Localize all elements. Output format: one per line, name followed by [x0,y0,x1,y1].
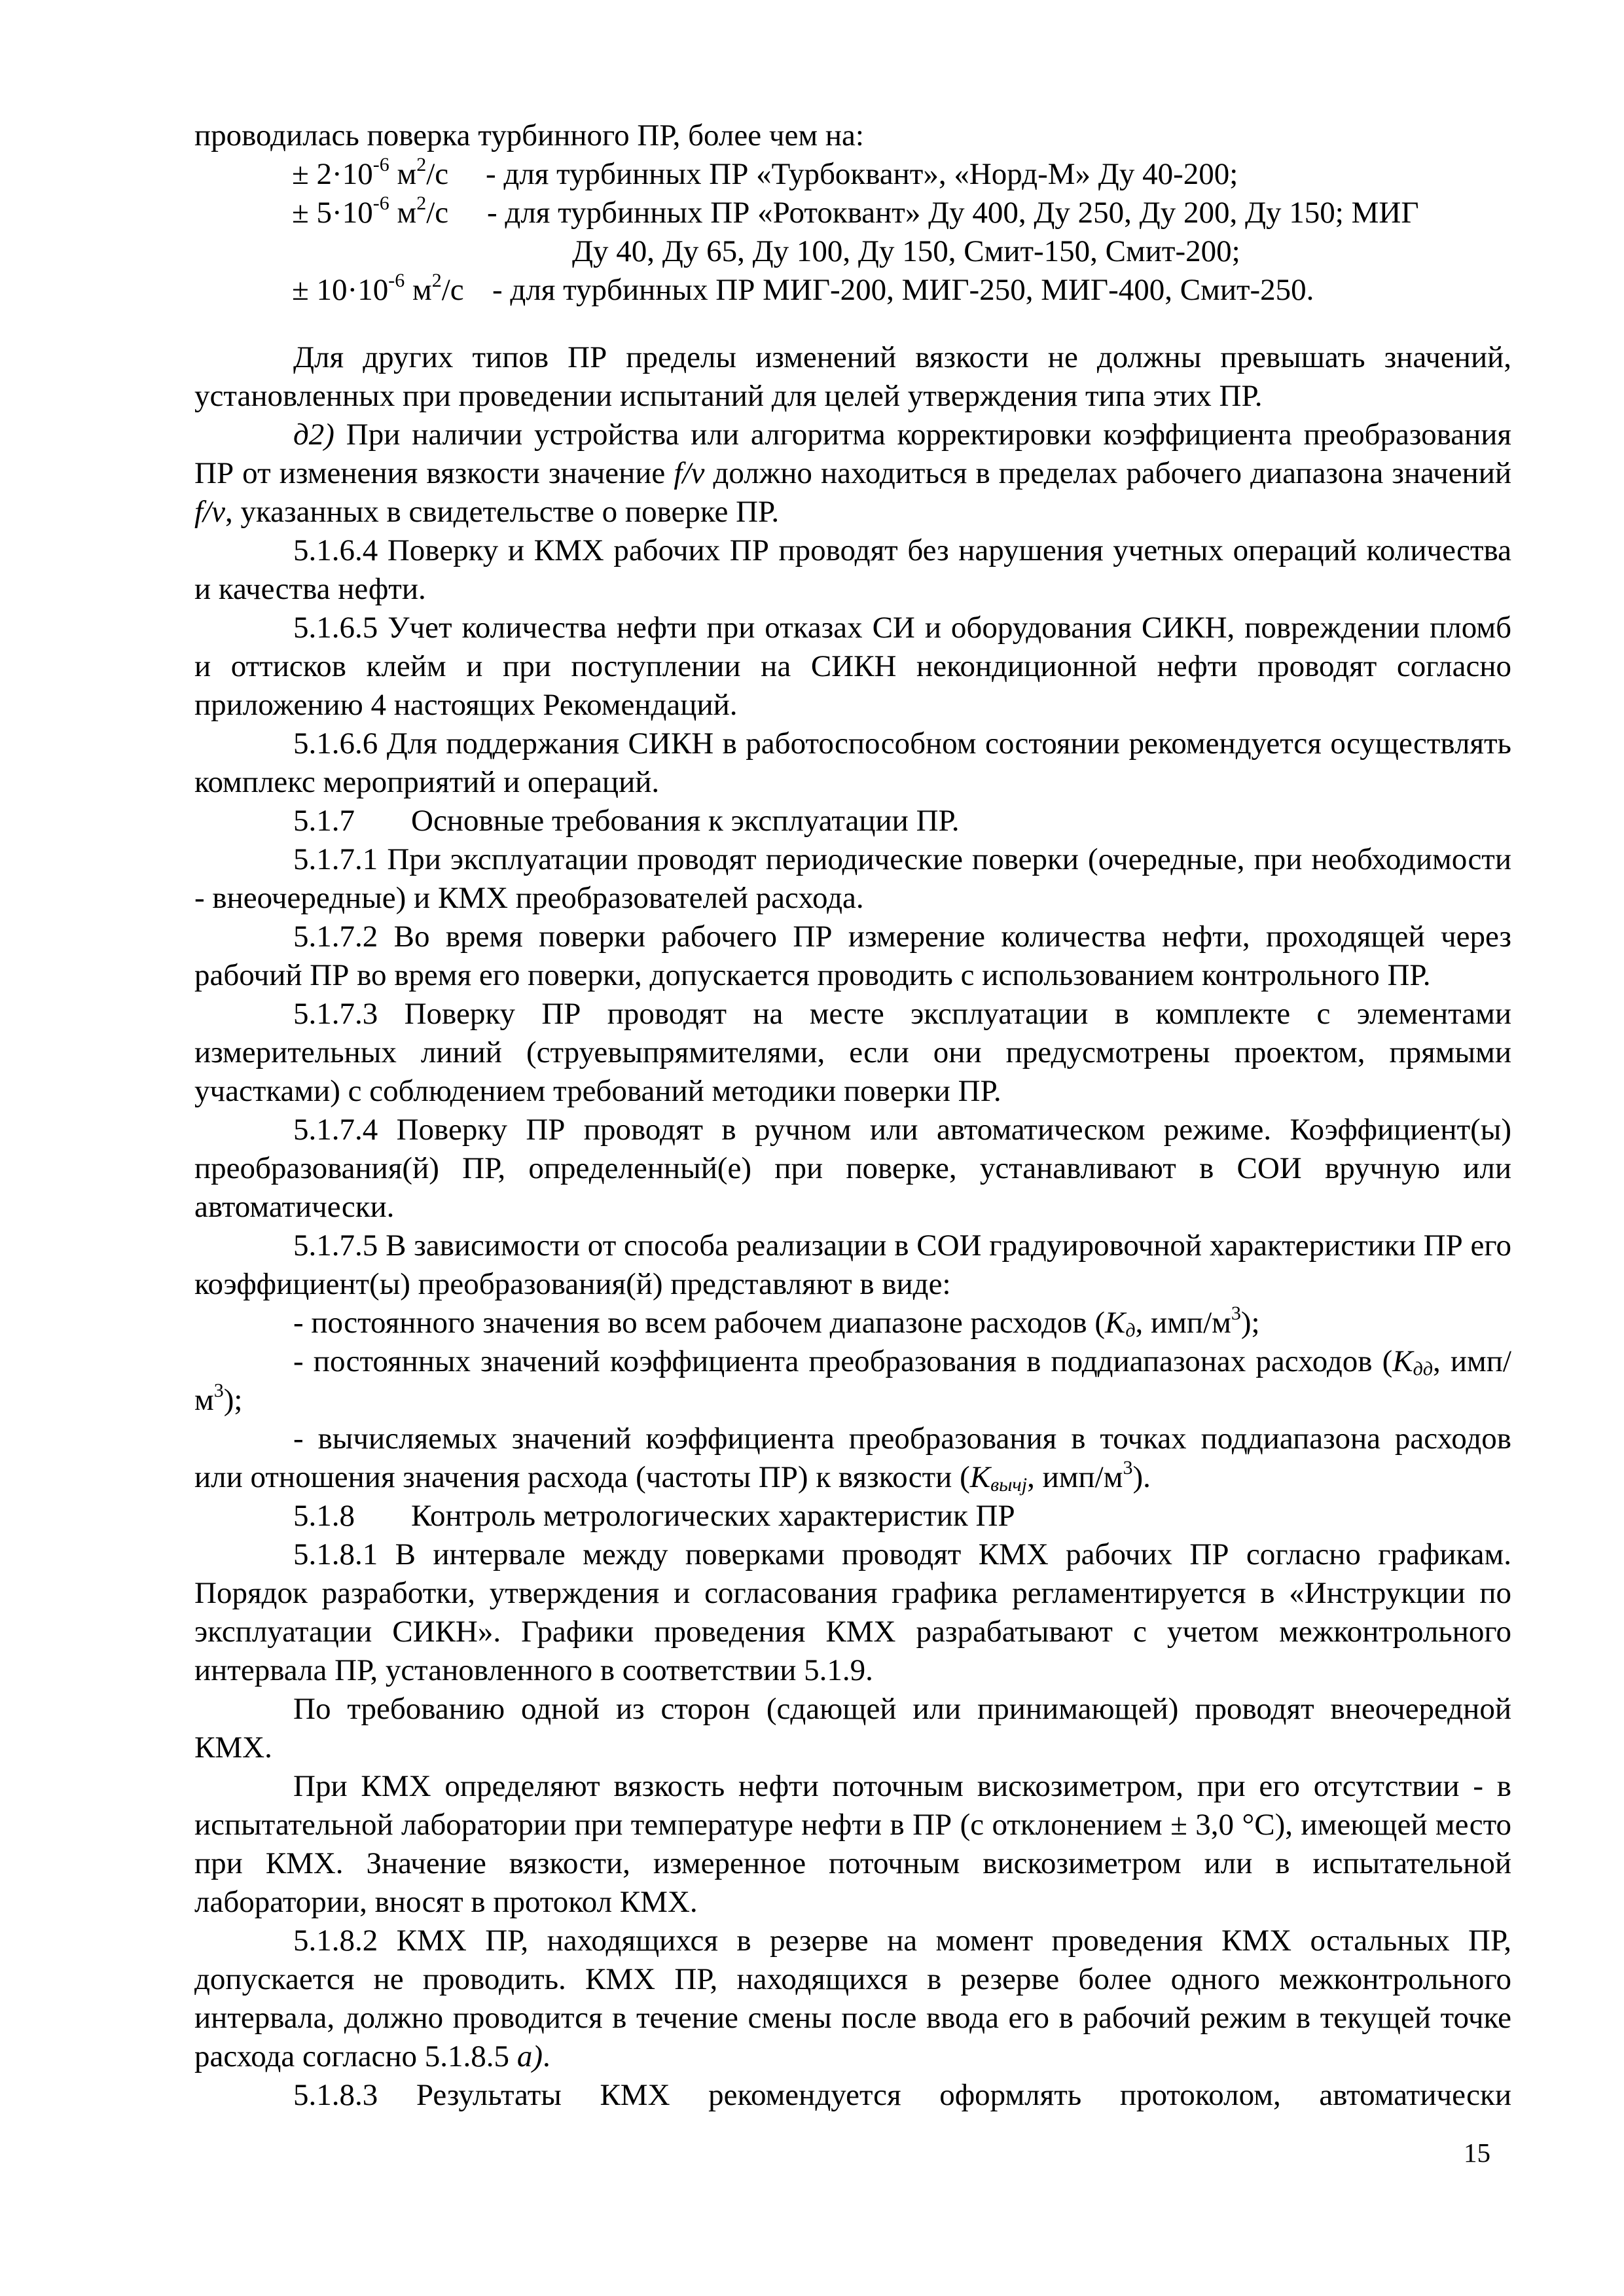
heading-5-1-8: 5.1.8 Контроль метрологических характеристик ПР [293,1499,1015,1533]
form-item-constant: - постоянного значения во всем рабочем диапазоне расходов ($K_д$, имп/$м^3$); [293,1302,1260,1341]
limit-value-3: ± $10\cdot 10^{-6}$ $м^2/с$ [292,270,464,307]
limit-desc-3: - для турбинных ПР МИГ-200, МИГ-250, МИГ-400, Смит-250. [492,273,1314,307]
paragraph-5-1-7-4: 5.1.7.4 Поверку ПР проводят в ручном или автоматическом режиме. Коэффициент(ы) преобразования(й) ПР, определенный(е) при поверке, устанавливают в СОИ вручную или автоматически. [194,1113,1511,1224]
paragraph-5-1-6-6: 5.1.6.6 Для поддержания СИКН в работоспособном состоянии рекомендуется осуществлять комплекс мероприятий и операций. [194,726,1511,799]
paragraph-d2: д2) При наличии устройства или алгоритма корректировки коэффициента преобразования ПР от изменения вязкости значение f/v должно находиться в пределах рабочего диапазона значений f/v, указанных в свидетельстве о поверке ПР. [194,418,1511,529]
limit-value-2: ± $5\cdot 10^{-6}$ $м^2/с$ [292,192,449,230]
limit-item-1 [194,155,1511,194]
paragraph-5-1-7-3: 5.1.7.3 Поверку ПР проводят на месте эксплуатации в комплекте с элементами измерительных линий (струевыпрямителями, если они предусмотрены проектом, прямыми участками) с соблюдением требований методики поверки ПР. [194,997,1511,1108]
limit-value-1: ± $2\cdot 10^{-6}$ $м^2/с$ [292,154,449,191]
form-item-calculated: - вычисляемых значений коэффициента преобразования в точках поддиапазона расходов или отношения значения расхода (частоты ПР) к вязкости ($K_{вычj}$, имп/$м^3$). [194,1422,1511,1496]
paragraph-5-1-7-2: 5.1.7.2 Во время поверки рабочего ПР измерение количества нефти, проходящей через рабочий ПР во время его поверки, допускается проводить с использованием контрольного ПР. [194,920,1511,992]
paragraph-5-1-7-1: 5.1.7.1 При эксплуатации проводят периодические поверки (очередные, при необходимости - внеочередные) и КМХ преобразователей расхода. [194,842,1511,915]
limit-item-2 [194,194,1511,271]
limit-desc-2: - для турбинных ПР «Ротоквант» Ду 400, Ду 250, Ду 200, Ду 150; МИГ Ду 40, Ду 65, Ду 100, Ду 150, Смит-150, Смит-200; [487,196,1419,268]
paragraph-5-1-8-2: 5.1.8.2 КМХ ПР, находящихся в резерве на момент проведения КМХ остальных ПР, допускается не проводить. КМХ ПР, находящихся в резерве более одного межконтрольного интервала, должно проводится в течение смены после ввода его в рабочий режим в текущей точке расхода согласно 5.1.8.5 а). [194,1924,1511,2073]
paragraph-5-1-6-4: 5.1.6.4 Поверку и КМХ рабочих ПР проводят без нарушения учетных операций количества и качества нефти. [194,533,1511,606]
paragraph-5-1-7-5: 5.1.7.5 В зависимости от способа реализации в СОИ градуировочной характеристики ПР его коэффициент(ы) преобразования(й) представляют в виде: [194,1229,1511,1301]
limit-desc-1: - для турбинных ПР «Турбоквант», «Норд-М» Ду 40-200; [486,157,1238,191]
paragraph-other-types: Для других типов ПР пределы изменений вязкости не должны превышать значений, установленных при проведении испытаний для целей утверждения типа этих ПР. [194,340,1511,413]
paragraph-viscosity: При КМХ определяют вязкость нефти поточным вискозиметром, при его отсутствии - в испытательной лаборатории при температуре нефти в ПР (с отклонением ± 3,0 °С), имеющей место при КМХ. Значение вязкости, измеренное поточным вискозиметром или в испытательной лаборатории, вносят в протокол КМХ. [194,1769,1511,1919]
limit-item-3 [194,271,1511,310]
heading-5-1-7: 5.1.7 Основные требования к эксплуатации ПР. [293,804,960,838]
form-item-subranges: - постоянных значений коэффициента преобразования в поддиапазонах расходов ($K_{дд}$, имп/$м^3$); [194,1344,1511,1417]
paragraph-5-1-8-3: 5.1.8.3 Результаты КМХ рекомендуется оформлять протоколом, автоматически [293,2078,1511,2112]
paragraph-5-1-6-5: 5.1.6.5 Учет количества нефти при отказах СИ и оборудования СИКН, повреждении пломб и оттисков клейм и при поступлении на СИКН некондиционной нефти проводят согласно приложению 4 настоящих Рекомендаций. [194,611,1511,722]
intro-line: проводилась поверка турбинного ПР, более чем на: [194,118,864,152]
document-page [194,117,1511,2115]
paragraph-extra-kmh: По требованию одной из сторон (сдающей или принимающей) проводят внеочередной КМХ. [194,1692,1511,1765]
page-number: 15 [1464,2138,1490,2168]
paragraph-5-1-8-1: 5.1.8.1 В интервале между поверками проводят КМХ рабочих ПР согласно графикам. Порядок разработки, утверждения и согласования графика регламентируется в «Инструкции по эксплуатации СИКН». Графики проведения КМХ разрабатывают с учетом межконтрольного интервала ПР, установленного в соответствии 5.1.9. [194,1537,1511,1687]
